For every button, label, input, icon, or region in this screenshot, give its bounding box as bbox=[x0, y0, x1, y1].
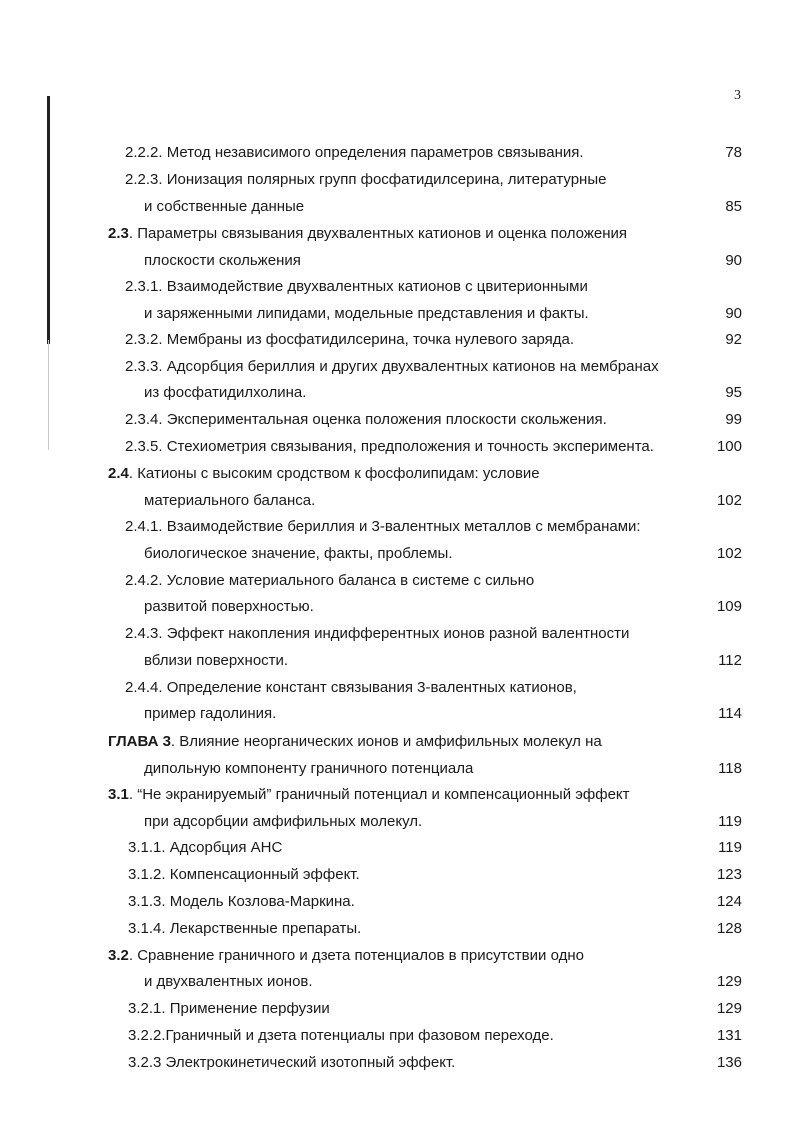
toc-section-entry bbox=[108, 224, 627, 244]
toc-chapter-entry bbox=[108, 732, 602, 752]
toc-entry-title: и двухвалентных ионов. bbox=[144, 973, 313, 990]
toc-page-number: 90 bbox=[725, 252, 742, 269]
toc-entry-title: биологическое значение, факты, проблемы. bbox=[144, 545, 453, 562]
toc-entry-number: 2.3.1. bbox=[125, 278, 163, 295]
toc-entry bbox=[125, 437, 654, 457]
toc-entry-number: 3.1.3. bbox=[128, 893, 166, 910]
toc-entry-title: при адсорбции амфифильных молекул. bbox=[144, 813, 423, 830]
toc-section-number: 3.1 bbox=[108, 786, 129, 803]
toc-entry-title: и заряженными липидами, модельные представления и факты. bbox=[144, 305, 589, 322]
toc-entry-title: дипольную компоненту граничного потенциала bbox=[144, 760, 474, 777]
toc-entry bbox=[128, 838, 282, 858]
toc-entry-title: Взаимодействие двухвалентных катионов с цвитерионными bbox=[166, 278, 588, 295]
toc-page-number: 129 bbox=[716, 1000, 742, 1017]
toc-entry-title: . Сравнение граничного и дзета потенциалов в присутствии одно bbox=[128, 947, 584, 964]
toc-entry-number: 3.1.1. bbox=[128, 839, 166, 856]
toc-section-number: 2.3 bbox=[108, 225, 129, 242]
toc-chapter-number: ГЛАВА 3 bbox=[108, 733, 171, 750]
toc-entry-number: 2.3.4. bbox=[125, 411, 163, 428]
toc-page-number: 118 bbox=[718, 760, 742, 777]
toc-entry-number: 2.3.5. bbox=[125, 438, 163, 455]
toc-entry bbox=[125, 170, 606, 190]
toc-entry-number: 2.4.1. bbox=[125, 518, 163, 535]
toc-entry-title: Электрокинетический изотопный эффект. bbox=[165, 1054, 456, 1071]
toc-page-number: 112 bbox=[718, 652, 742, 669]
toc-page-number: 123 bbox=[716, 866, 742, 883]
toc-entry-title: Ионизация полярных групп фосфатидилсерина, литературные bbox=[166, 171, 607, 188]
toc-entry bbox=[125, 571, 534, 591]
toc-entry-continuation bbox=[144, 597, 314, 617]
toc-page-number: 85 bbox=[725, 198, 742, 215]
toc-entry-number: 3.1.2. bbox=[128, 866, 166, 883]
toc-entry-number: 2.2.2. bbox=[125, 144, 163, 161]
toc-section-entry bbox=[108, 464, 540, 484]
toc-entry-number: 3.1.4. bbox=[128, 920, 166, 937]
toc-entry bbox=[125, 277, 588, 297]
toc-page-number: 124 bbox=[716, 893, 742, 910]
toc-entry-title: Модель Козлова-Маркина. bbox=[169, 893, 355, 910]
toc-entry bbox=[128, 1053, 455, 1073]
toc-entry-continuation bbox=[144, 759, 473, 779]
toc-entry-number: 2.3.2. bbox=[125, 331, 163, 348]
toc-entry-continuation bbox=[144, 251, 301, 271]
toc-entry-number: 2.4.4. bbox=[125, 679, 163, 696]
toc-entry-title: плоскости скольжения bbox=[144, 252, 301, 269]
toc-entry bbox=[125, 678, 577, 698]
toc-entry bbox=[128, 1026, 554, 1046]
toc-entry-number: 2.3.3. bbox=[125, 358, 163, 375]
toc-page-number: 90 bbox=[725, 305, 742, 322]
toc-entry-title: . “Не экранируемый” граничный потенциал и компенсационный эффект bbox=[128, 786, 630, 803]
toc-section-entry bbox=[108, 946, 584, 966]
toc-entry-continuation bbox=[144, 544, 453, 564]
toc-page-number: 109 bbox=[716, 598, 742, 615]
toc-entry bbox=[125, 624, 629, 644]
toc-page-number: 92 bbox=[725, 331, 742, 348]
toc-entry-title: . Влияние неорганических ионов и амфифильных молекул на bbox=[170, 733, 602, 750]
toc-entry-continuation bbox=[144, 972, 313, 992]
toc-entry bbox=[128, 865, 360, 885]
toc-section-number: 3.2 bbox=[108, 947, 129, 964]
toc-entry bbox=[125, 410, 607, 430]
toc-page-number: 119 bbox=[718, 839, 742, 856]
toc-entry-number: 2.2.3. bbox=[125, 171, 163, 188]
toc-entry-continuation bbox=[144, 383, 306, 403]
toc-entry-title: Адсорбция АНС bbox=[169, 839, 283, 856]
toc-page-number: 128 bbox=[716, 920, 742, 937]
toc-page-number: 78 bbox=[725, 144, 742, 161]
toc-entry-title: Компенсационный эффект. bbox=[169, 866, 360, 883]
toc-section-number: 2.4 bbox=[108, 465, 129, 482]
toc-entry-title: Лекарственные препараты. bbox=[169, 920, 362, 937]
toc-page-number: 114 bbox=[718, 705, 742, 722]
toc-page-number: 129 bbox=[716, 973, 742, 990]
toc-entry-continuation bbox=[144, 812, 422, 832]
toc-entry-title: Стехиометрия связывания, предположения и точность эксперимента. bbox=[166, 438, 654, 455]
toc-section-entry bbox=[108, 785, 630, 805]
toc-page-number: 102 bbox=[716, 545, 742, 562]
toc-entry-title: материального баланса. bbox=[144, 492, 316, 509]
toc-entry-title: Экспериментальная оценка положения плоскости скольжения. bbox=[166, 411, 607, 428]
toc-entry-title: Взаимодействие бериллия и 3-валентных металлов с мембранами: bbox=[166, 518, 641, 535]
toc-entry-continuation bbox=[144, 651, 288, 671]
toc-page-number: 119 bbox=[718, 813, 742, 830]
toc-entry-number: 3.2.2. bbox=[128, 1027, 166, 1044]
toc-entry-title: развитой поверхностью. bbox=[144, 598, 314, 615]
toc-entry-title: . Катионы с высоким сродством к фосфолипидам: условие bbox=[128, 465, 540, 482]
scan-edge-mark bbox=[47, 96, 50, 344]
toc-entry bbox=[125, 330, 574, 350]
toc-entry-number: 2.4.3. bbox=[125, 625, 163, 642]
toc-entry-title: Метод независимого определения параметров связывания. bbox=[166, 144, 584, 161]
toc-entry-title: Граничный и дзета потенциалы при фазовом переходе. bbox=[165, 1027, 554, 1044]
toc-page-number: 102 bbox=[716, 492, 742, 509]
toc-entry-title: Мембраны из фосфатидилсерина, точка нулевого заряда. bbox=[166, 331, 575, 348]
toc-entry-title: Определение констант связывания 3-валентных катионов, bbox=[166, 679, 577, 696]
toc-entry bbox=[125, 143, 584, 163]
scan-edge-mark-faint bbox=[48, 340, 49, 450]
page-number: 3 bbox=[734, 88, 741, 103]
toc-entry-title: из фосфатидилхолина. bbox=[144, 384, 307, 401]
toc-entry-title: Эффект накопления индифферентных ионов разной валентности bbox=[166, 625, 630, 642]
toc-entry bbox=[128, 919, 361, 939]
toc-entry-title: пример гадолиния. bbox=[144, 705, 277, 722]
toc-entry-continuation bbox=[144, 491, 315, 511]
toc-page-number: 100 bbox=[716, 438, 742, 455]
toc-entry-continuation bbox=[144, 304, 589, 324]
toc-page-number: 95 bbox=[725, 384, 742, 401]
toc-entry bbox=[125, 517, 641, 537]
toc-entry-title: Применение перфузии bbox=[169, 1000, 330, 1017]
toc-entry-title: Условие материального баланса в системе с сильно bbox=[166, 572, 535, 589]
toc-page-number: 99 bbox=[725, 411, 742, 428]
toc-entry-number: 3.2.1. bbox=[128, 1000, 166, 1017]
toc-entry-title: . Параметры связывания двухвалентных катионов и оценка положения bbox=[128, 225, 628, 242]
toc-entry-continuation bbox=[144, 197, 304, 217]
toc-entry bbox=[125, 357, 659, 377]
toc-page-number: 131 bbox=[716, 1027, 742, 1044]
toc-entry-title: Адсорбция бериллия и других двухвалентных катионов на мембранах bbox=[166, 358, 659, 375]
toc-page-number: 136 bbox=[716, 1054, 742, 1071]
toc-entry-number: 3.2.3 bbox=[128, 1054, 162, 1071]
toc-entry bbox=[128, 892, 355, 912]
toc-entry bbox=[128, 999, 330, 1019]
toc-entry-continuation bbox=[144, 704, 276, 724]
toc-entry-title: вблизи поверхности. bbox=[144, 652, 289, 669]
toc-entry-title: и собственные данные bbox=[144, 198, 305, 215]
toc-entry-number: 2.4.2. bbox=[125, 572, 163, 589]
